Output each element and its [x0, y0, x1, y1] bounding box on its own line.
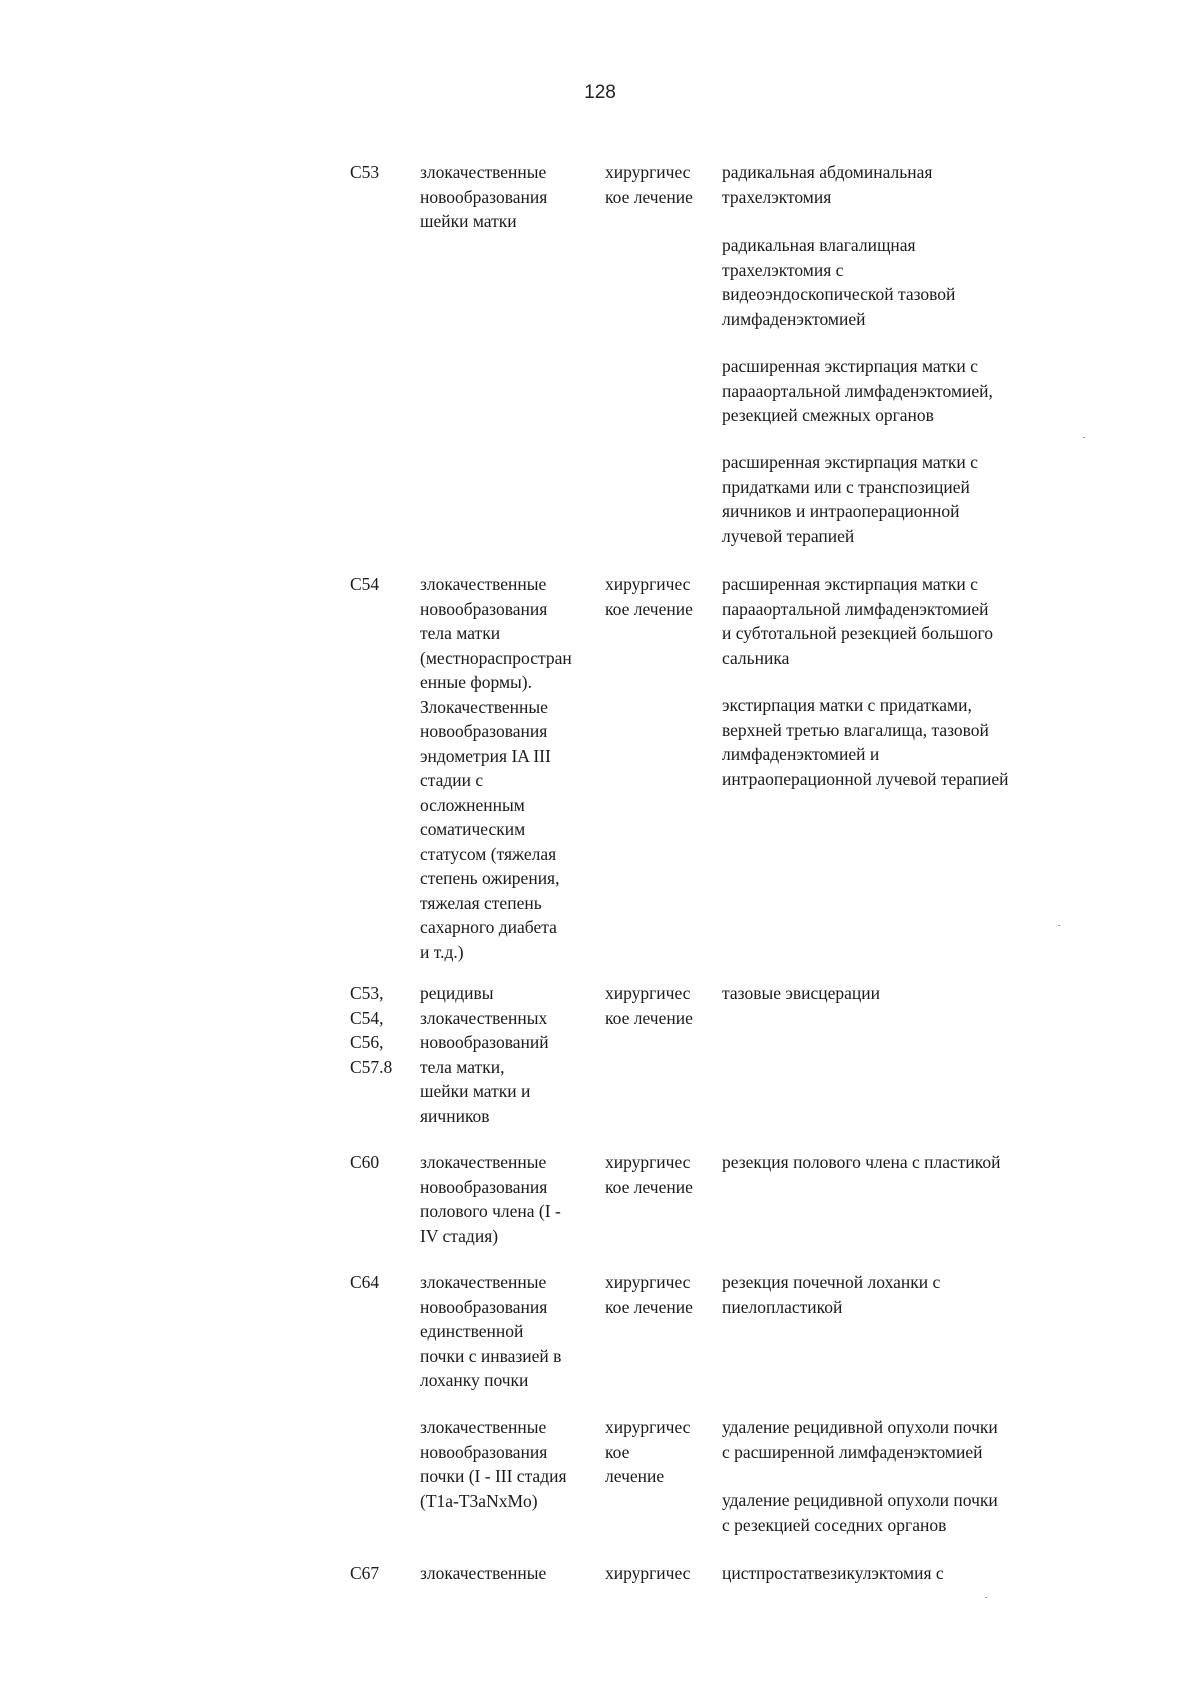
row-treatment: хирургичес кое лечение — [605, 574, 693, 619]
row-treatment: хирургичес — [605, 1563, 691, 1583]
row-code: C54 — [350, 574, 380, 594]
row-diagnosis: злокачественные новообразования шейки матки — [420, 162, 548, 231]
row-treatment: хирургичес кое лечение — [605, 983, 693, 1028]
row-method: радикальная абдоминальная трахелэктомия — [722, 162, 933, 207]
row-method: расширенная экстирпация матки с парааортальной лимфаденэктомией, резекцией смежных органов — [722, 356, 993, 425]
row-treatment: хирургичес кое лечение — [605, 1417, 691, 1486]
row-method: расширенная экстирпация матки с парааортальной лимфаденэктомией и субтотальной резекцией большого сальника — [722, 574, 993, 668]
row-code: C60 — [350, 1152, 380, 1172]
row-diagnosis: злокачественные — [420, 1563, 547, 1583]
row-diagnosis: злокачественные новообразования тела матки (местнораспростран енные формы). Злокачественные новообразования эндометрия IA III стадии с осложненным соматическим статусом (тяжелая степень ожирения, тяжелая степень сахарного диабета и т.д.) — [420, 574, 572, 962]
row-code: C53 — [350, 162, 380, 182]
scan-speck — [1058, 925, 1060, 926]
row-diagnosis: злокачественные новообразования единственной почки с инвазией в лоханку почки — [420, 1272, 562, 1390]
row-method: экстирпация матки с придатками, верхней третью влагалища, тазовой лимфаденэктомией и интраоперационной лучевой терапией — [722, 695, 1009, 789]
row-treatment: хирургичес кое лечение — [605, 1152, 693, 1197]
row-code: C53, C54, C56, C57.8 — [350, 983, 393, 1077]
row-diagnosis: рецидивы злокачественных новообразований тела матки, шейки матки и яичников — [420, 983, 549, 1126]
row-code: C64 — [350, 1272, 380, 1292]
row-code: C67 — [350, 1563, 380, 1583]
row-method: цистпростатвезикулэктомия с — [722, 1563, 944, 1583]
row-method: удаление рецидивной опухоли почки с резекцией соседних органов — [722, 1490, 998, 1535]
row-treatment: хирургичес кое лечение — [605, 162, 693, 207]
page-number: 128 — [584, 82, 616, 103]
row-method: тазовые эвисцерации — [722, 983, 881, 1003]
row-diagnosis: злокачественные новообразования почки (I - III стадия (T1a-T3aNxMo) — [420, 1417, 567, 1511]
scan-speck — [1083, 437, 1085, 438]
row-method: радикальная влагалищная трахелэктомия с видеоэндоскопической тазовой лимфаденэктомией — [722, 235, 956, 329]
row-method: резекция почечной лоханки с пиелопластикой — [722, 1272, 941, 1317]
scan-speck — [985, 1597, 987, 1598]
row-treatment: хирургичес кое лечение — [605, 1272, 693, 1317]
row-method: удаление рецидивной опухоли почки с расширенной лимфаденэктомией — [722, 1417, 998, 1462]
row-method: расширенная экстирпация матки с придатками или с транспозицией яичников и интраоперационной лучевой терапией — [722, 452, 978, 546]
row-method: резекция полового члена с пластикой — [722, 1152, 1001, 1172]
row-diagnosis: злокачественные новообразования полового члена (I - IV стадия) — [420, 1152, 561, 1246]
